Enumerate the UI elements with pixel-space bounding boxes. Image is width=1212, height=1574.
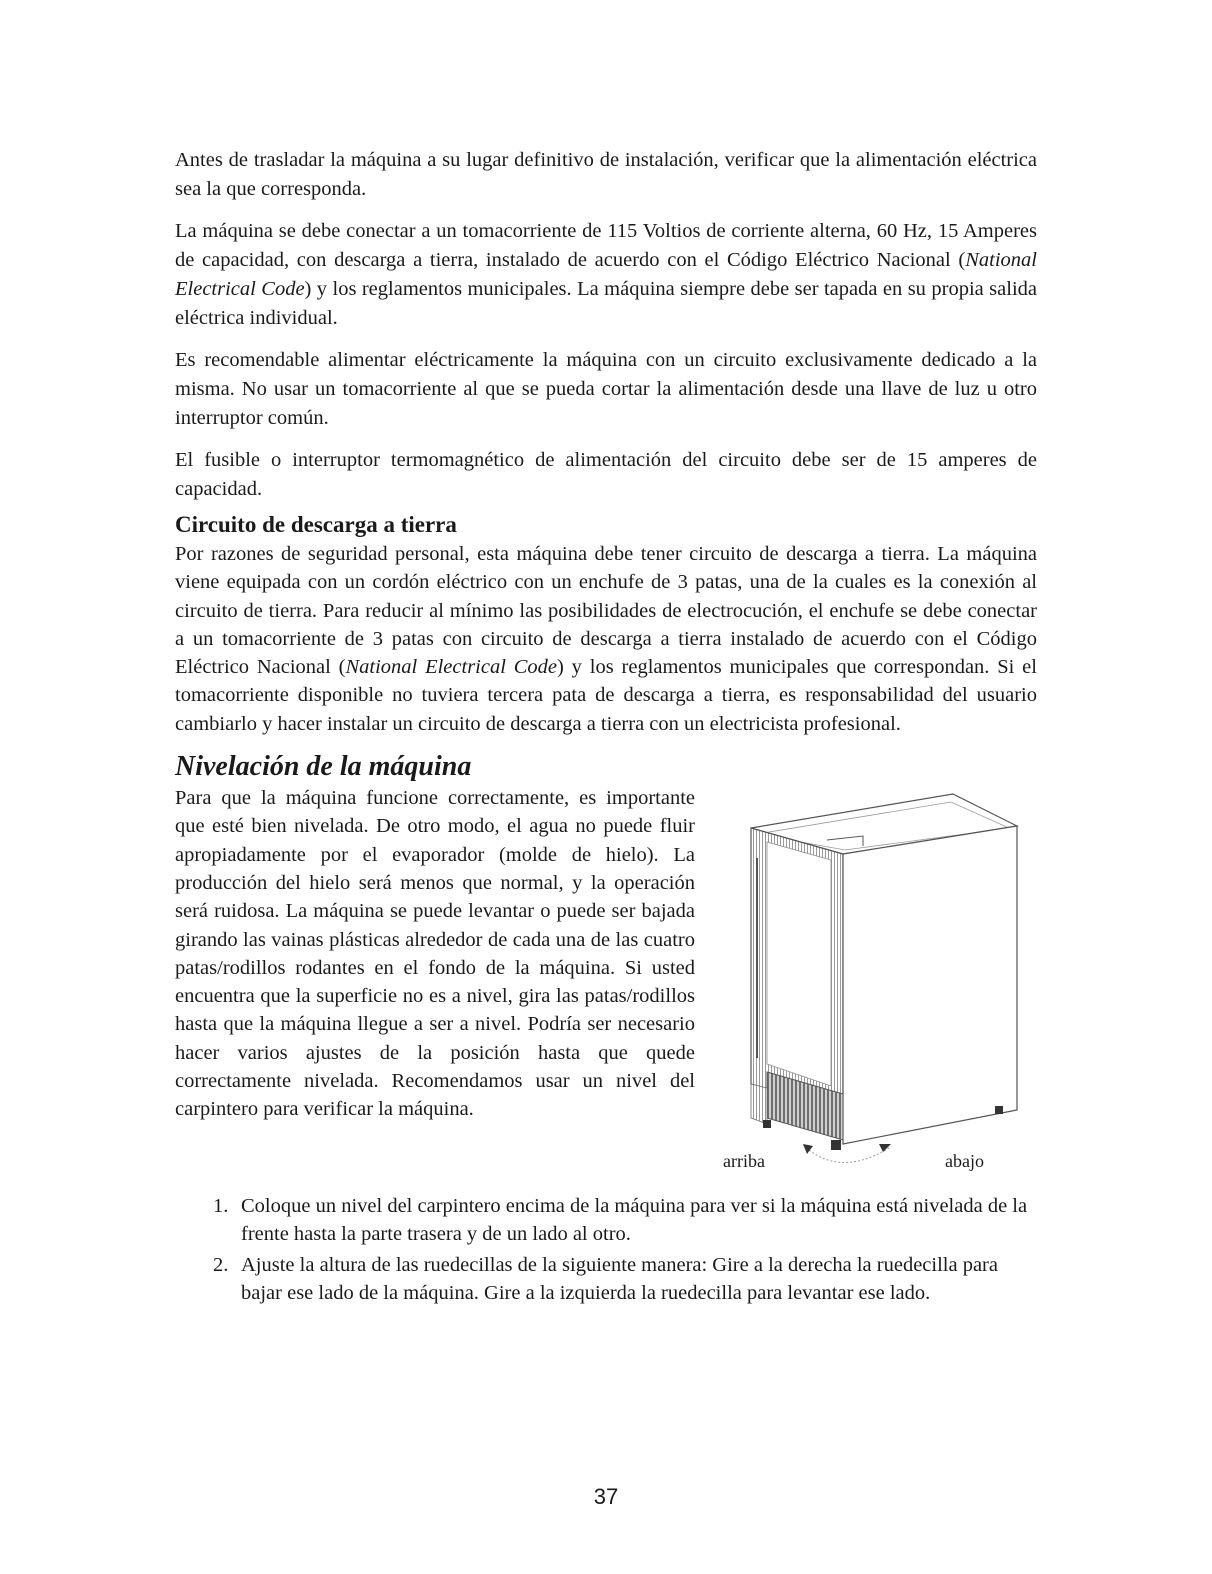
list-item (213, 1251, 1037, 1308)
ice-machine-figure (723, 788, 1043, 1178)
paragraph-relocation: Antes de trasladar la máquina a su lugar definitivo de instalación, verificar que la alimentación eléctrica sea la que corresponda. (175, 149, 1037, 200)
step-text: Coloque un nivel del carpintero encima de la máquina para ver si la máquina está nivelada de la frente hasta la parte trasera y de un lado al otro. (241, 1195, 1028, 1246)
leveling-body: Para que la máquina funcione correctamente, es importante que esté bien nivelada. De otro modo, el agua no puede fluir apropiadamente por el evaporador (molde de hielo). La producción del hielo será menos que normal, y la operación será ruidosa. La máquina se puede levantar o puede ser bajada girando las vainas plásticas alrededor de cada una de las cuatro patas/rodillos rodantes en el fondo de la máquina. Si usted encuentra que la superficie no es a nivel, gira las patas/rodillos hasta que la máquina llegue a ser a nivel. Podría ser necesario hacer varios ajustes de la posición hasta que quede correctamente nivelada. Recomendamos usar un nivel del carpintero para verificar la máquina. (175, 787, 695, 1121)
grounding-text-start: Por razones de seguridad personal, esta máquina debe tener circuito de descarga a tierra. La máquina viene equipada con un cordón eléctrico con un enchufe de 3 patas, una de la cuales es la conexión al circuito de tierra. Para reducir al mínimo las posibilidades de electrocución, el enchufe se debe conectar a un tomacorriente de 3 patas con circuito de descarga a tierra instalado de acuerdo con el Código Eléctrico Nacional ( (175, 543, 1037, 679)
leveling-section (175, 784, 1037, 1184)
grounding-text-end: ) y los reglamentos municipales que correspondan. Si el tomacorriente disponible no tuviera tercera pata de descarga a tierra, es responsabilidad del usuario cambiarlo y hacer instalar un circuito de descarga a tierra con un electricista profesional. (175, 656, 1037, 735)
paragraph-dedicated-circuit: Es recomendable alimentar eléctricamente la máquina con un circuito exclusivamente dedicado a la misma. No usar un tomacorriente al que se pueda cortar la alimentación desde una llave de luz u otro interruptor común. (175, 349, 1037, 429)
leveling-steps (175, 1192, 1037, 1307)
leveling-heading: Nivelación de la máquina (175, 751, 472, 783)
page-content (175, 146, 1037, 1309)
outlet-text-end: ) y los reglamentos municipales. La máquina siempre debe ser tapada en su propia salida eléctrica individual. (175, 278, 1037, 329)
ice-machine-illustration (723, 788, 1043, 1178)
grounding-body (175, 540, 1037, 738)
list-item (213, 1192, 1037, 1249)
paragraph-fuse: El fusible o interruptor termomagnético de alimentación del circuito debe ser de 15 amperes de capacidad. (175, 449, 1037, 500)
grounding-code-name: National Electrical Code (345, 656, 558, 679)
label-up: arriba (723, 1151, 765, 1172)
step-number: 2. (213, 1253, 229, 1276)
step-text: Ajuste la altura de las ruedecillas de la siguiente manera: Gire a la derecha la ruedecilla para bajar ese lado de la máquina. Gire a la izquierda la ruedecilla para levantar ese lado. (241, 1253, 998, 1304)
page-number: 37 (593, 1484, 619, 1509)
grounding-heading: Circuito de descarga a tierra (175, 512, 457, 537)
label-down: abajo (945, 1151, 984, 1172)
step-number: 1. (213, 1195, 229, 1218)
outlet-code-name: National Electrical Code (175, 249, 1037, 300)
paragraph-outlet (175, 217, 1037, 333)
outlet-text-start: La máquina se debe conectar a un tomacorriente de 115 Voltios de corriente alterna, 60 Hz, 15 Amperes de capacidad, con descarga a tierra, instalado de acuerdo con el Código Eléctrico Nacional ( (175, 220, 1037, 271)
